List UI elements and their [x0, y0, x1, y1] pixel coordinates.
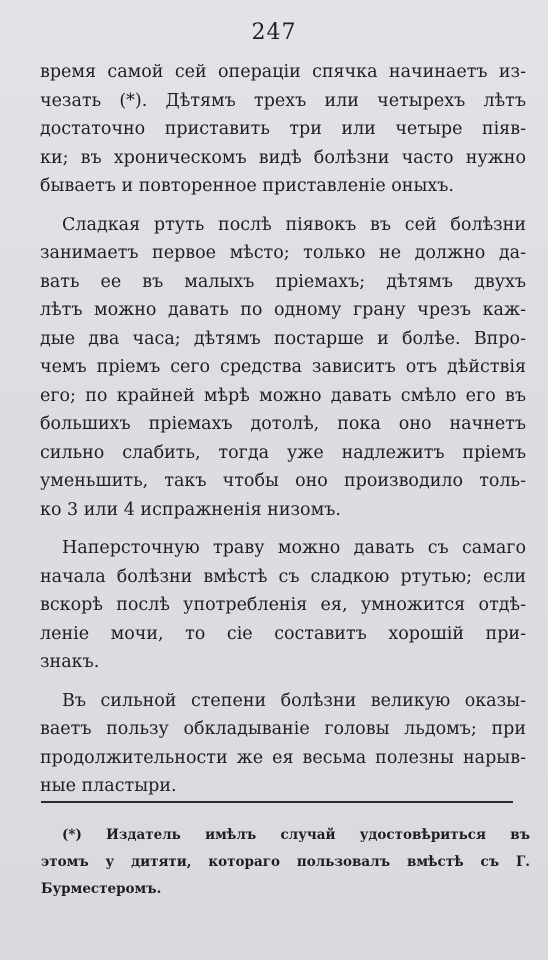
- footnote-line: Бурместеромъ.: [41, 881, 162, 897]
- text-line: его; по крайней мѣрѣ можно давать смѣло его въ: [40, 385, 526, 406]
- text-line: бываетъ и повторенное приставленіе оныхъ.: [40, 176, 454, 196]
- footnote-line: этомъ у дитяти, котораго пользовалъ вмѣстѣ съ Г.: [41, 854, 530, 870]
- text-line: сильно слабить, тогда уже надлежитъ пріемъ: [40, 442, 526, 463]
- text-line: уменьшить, такъ чтобы оно производило толь-: [40, 471, 526, 491]
- text-line: лѣтъ можно давать по одному грану чрезъ каж-: [40, 300, 526, 320]
- body-text: [40, 58, 526, 811]
- text-line: большихъ пріемахъ дотолѣ, пока оно начнетъ: [40, 414, 526, 434]
- page-number: 247: [251, 20, 297, 45]
- text-line: ные пластыри.: [40, 776, 177, 796]
- text-line: начала болѣзни вмѣстѣ съ сладкою ртутью; если: [40, 566, 526, 587]
- text-line: ваетъ пользу обкладываніе головы льдомъ; при: [40, 719, 526, 739]
- paragraph: [40, 534, 526, 677]
- text-line: вать ее въ малыхъ пріемахъ; дѣтямъ двухъ: [40, 271, 526, 292]
- text-line: время самой сей операціи спячка начинаетъ из-: [40, 62, 526, 82]
- text-line: достаточно приставить три или четыре піяв-: [40, 119, 526, 139]
- footnote-line: (*) Издатель имѣлъ случай удостовѣриться въ: [62, 827, 530, 843]
- footnote-divider: [41, 801, 513, 803]
- text-line: знакъ.: [40, 652, 100, 672]
- text-line: Въ сильной степени болѣзни великую оказы-: [62, 690, 526, 711]
- paragraph: [40, 687, 526, 801]
- text-line: ки; въ хроническомъ видѣ болѣзни часто нужно: [40, 147, 526, 168]
- text-line: Наперсточную траву можно давать съ самаго: [62, 538, 526, 558]
- text-line: занимаетъ первое мѣсто; только не должно да-: [40, 243, 526, 263]
- text-line: дые два часа; дѣтямъ постарше и болѣе. Впро-: [40, 328, 526, 349]
- text-line: вскорѣ послѣ употребленія ея, умножится отдѣ-: [40, 595, 526, 615]
- text-line: леніе мочи, то сіе составитъ хорошій при-: [40, 623, 526, 644]
- text-line: продолжительности же ея весьма полезны нарыв-: [40, 747, 526, 768]
- paragraph: [40, 211, 526, 525]
- footnote: [41, 822, 530, 903]
- text-line: чезать (*). Дѣтямъ трехъ или четырехъ лѣтъ: [40, 90, 526, 111]
- text-line: Сладкая ртуть послѣ піявокъ въ сей болѣзни: [62, 214, 526, 235]
- paragraph: [40, 58, 526, 201]
- text-line: чемъ пріемъ сего средства зависитъ отъ дѣйствія: [40, 357, 526, 377]
- text-line: ко 3 или 4 испражненія низомъ.: [40, 499, 341, 520]
